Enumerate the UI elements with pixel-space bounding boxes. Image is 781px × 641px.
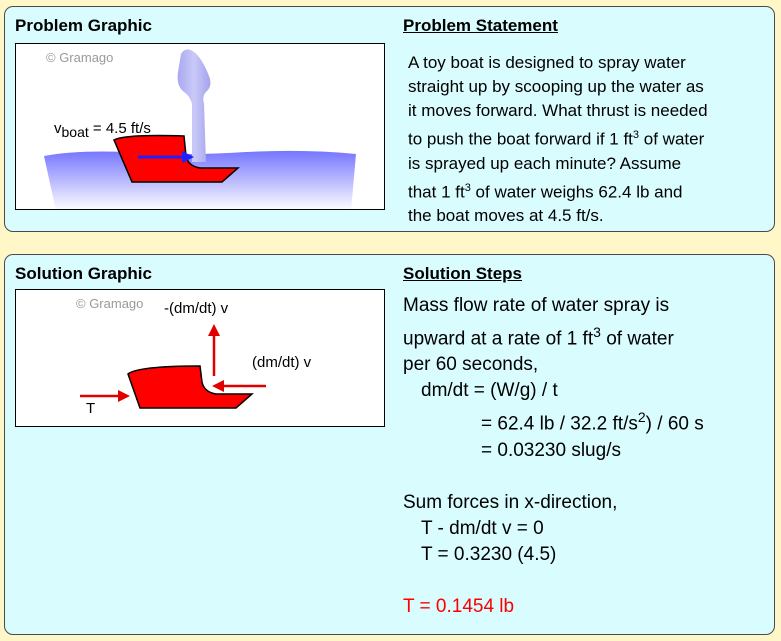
step-line-9: T = 0.3230 (4.5) — [421, 543, 557, 565]
problem-statement-heading: Problem Statement — [403, 16, 558, 35]
statement-line-1: A toy boat is designed to spray water — [408, 53, 686, 72]
step-line-5: = 62.4 lb / 32.2 $ft/s^2) / 60$ s — [481, 409, 704, 435]
problem-copyright: © Gramago — [46, 50, 114, 65]
thrust-arrowhead — [118, 390, 130, 402]
reaction-side-arrowhead — [212, 380, 224, 392]
step-line-7: Sum forces in x-direction, — [403, 491, 618, 513]
statement-line-3: it moves forward. What thrust is needed — [408, 101, 708, 120]
problem-statement — [408, 51, 708, 228]
step-line-6: = 0.03230 slug/s — [481, 439, 621, 461]
step-line-2: upward at a rate of 1 $ft^3$ of water — [403, 324, 674, 350]
final-answer: T = 0.1454 lb — [403, 595, 515, 617]
step-spacer — [403, 464, 704, 490]
statement-line-7: the boat moves at 4.5 ft/s. — [408, 206, 604, 226]
step-spacer-2 — [403, 568, 704, 594]
solution-steps-heading: Solution Steps — [403, 264, 522, 283]
step-line-3: per 60 seconds, — [403, 354, 539, 376]
label-thrust: T — [86, 400, 96, 417]
label-side-force: (dm/dt) v — [252, 354, 312, 371]
step-line-8: T - dm/dt v = 0 — [421, 517, 544, 539]
solution-panel — [4, 254, 775, 635]
solution-copyright: © Gramago — [76, 296, 144, 311]
solution-steps — [403, 293, 704, 620]
problem-panel — [4, 6, 775, 232]
solution-graphic-heading: Solution Graphic — [15, 264, 152, 283]
solution-graphic — [15, 289, 385, 427]
step-line-1: Mass flow rate of water spray is — [403, 295, 670, 316]
problem-graphic-heading: Problem Graphic — [15, 16, 152, 35]
label-up-force: -(dm/dt) v — [164, 300, 229, 317]
reaction-up-arrowhead — [208, 324, 220, 336]
velocity-label: $v_{boat} = 4.5$ ft/s — [54, 120, 151, 140]
problem-graphic — [15, 43, 385, 210]
statement-line-5: is sprayed up each minute? Assume — [408, 153, 682, 173]
statement-line-6: that 1 $ft^3$ of water weighs 62.4 lb and — [408, 181, 683, 202]
statement-line-2: straight up by scooping up the water as — [408, 77, 704, 96]
statement-line-4: to push the boat forward if 1 $ft^3$ of water — [408, 129, 705, 149]
step-line-4: dm/dt = (W/g) / t — [421, 380, 558, 402]
